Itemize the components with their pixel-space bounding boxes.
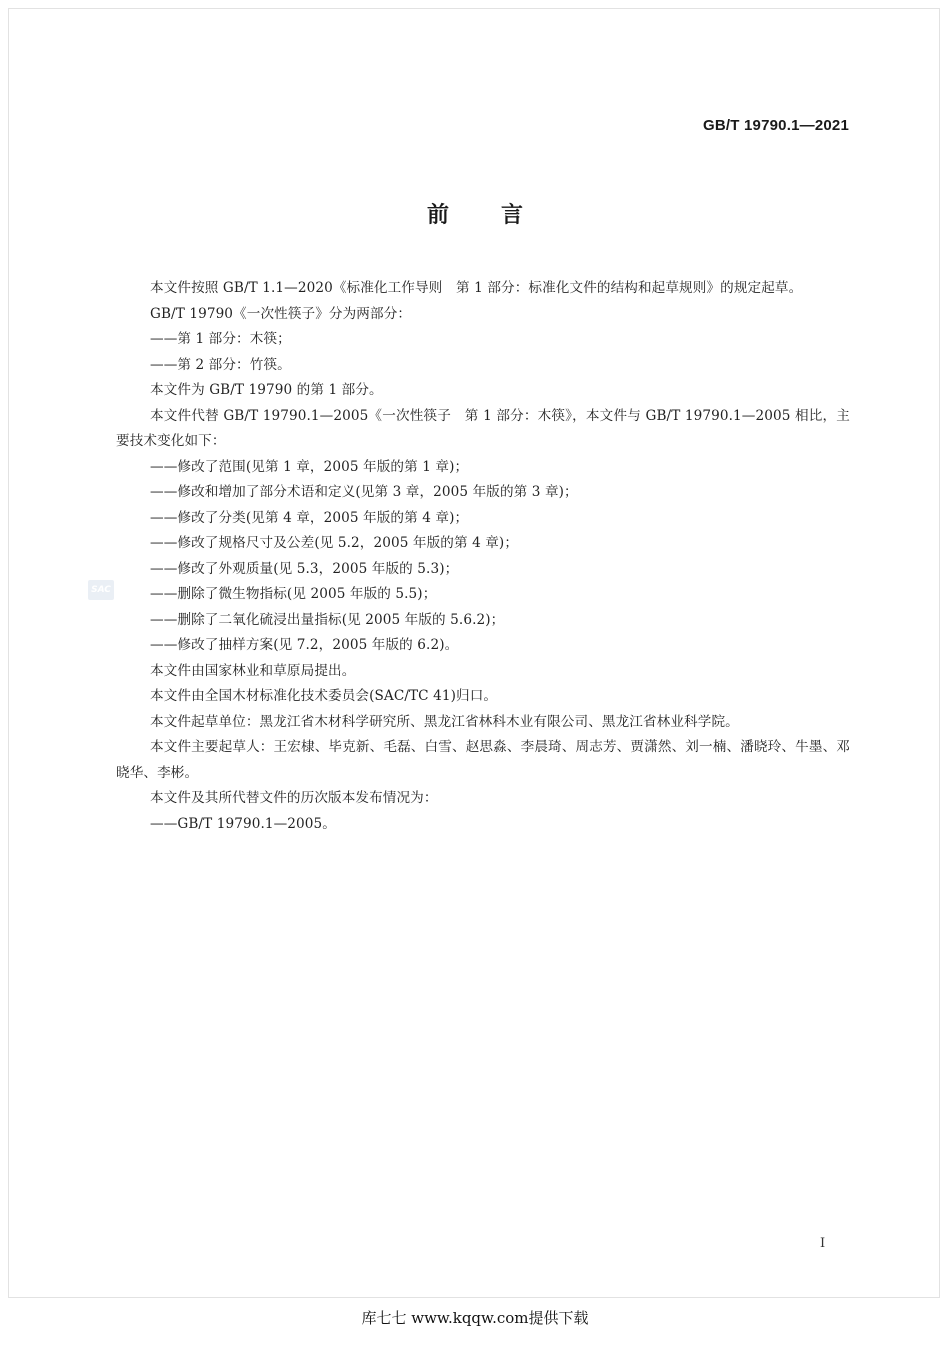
page-title: 前言 bbox=[426, 203, 575, 228]
paragraph: 本文件为 GB/T 19790 的第 1 部分。 bbox=[150, 382, 383, 398]
list-item: ——GB/T 19790.1—2005。 bbox=[150, 815, 336, 832]
list-item: ——修改了范围(见第 1 章，2005 年版的第 1 章)； bbox=[150, 458, 469, 475]
foreword-body bbox=[116, 276, 850, 837]
list-item: ——删除了二氧化硫浸出量指标(见 2005 年版的 5.6.2)； bbox=[150, 611, 505, 628]
list-item: ——修改了规格尺寸及公差(见 5.2，2005 年版的第 4 章)； bbox=[150, 535, 519, 551]
page-number: I bbox=[820, 1236, 826, 1251]
paragraph: 本文件由全国木材标准化技术委员会(SAC/TC 41)归口。 bbox=[150, 688, 498, 704]
paragraph: 本文件按照 GB/T 1.1—2020《标准化工作导则 第 1 部分：标准化文件的结构和起草规则》的规定起草。 bbox=[150, 280, 803, 296]
list-item: ——修改和增加了部分术语和定义(见第 3 章，2005 年版的第 3 章)； bbox=[150, 484, 578, 500]
paragraph: 本文件代替 GB/T 19790.1—2005《一次性筷子 第 1 部分：木筷》，本文件与 GB/T 19790.1—2005 相比，主要技术变化如下： bbox=[116, 407, 850, 449]
paragraph: 本文件起草单位：黑龙江省木材科学研究所、黑龙江省林科木业有限公司、黑龙江省林业科学院。 bbox=[150, 713, 739, 730]
footer-source-text: 库七七 www.kqqw.com提供下载 bbox=[361, 1309, 589, 1327]
list-item: ——第 1 部分：木筷； bbox=[150, 331, 291, 347]
paragraph: GB/T 19790《一次性筷子》分为两部分： bbox=[150, 305, 412, 322]
list-item: ——修改了分类(见第 4 章，2005 年版的第 4 章)； bbox=[150, 509, 469, 526]
list-item: ——第 2 部分：竹筷。 bbox=[150, 356, 291, 373]
sac-logo-icon: SAC bbox=[88, 580, 114, 600]
standard-number: GB/T 19790.1—2021 bbox=[703, 117, 849, 134]
paragraph: 本文件由国家林业和草原局提出。 bbox=[150, 662, 356, 679]
paragraph: 本文件主要起草人：王宏棣、毕克新、毛磊、白雪、赵思淼、李晨琦、周志芳、贾潇然、刘一楠、潘晓玲、牛墨、邓晓华、李彬。 bbox=[116, 739, 850, 781]
list-item: ——修改了抽样方案(见 7.2，2005 年版的 6.2)。 bbox=[150, 637, 459, 653]
list-item: ——删除了微生物指标(见 2005 年版的 5.5)； bbox=[150, 586, 437, 602]
list-item: ——修改了外观质量(见 5.3，2005 年版的 5.3)； bbox=[150, 560, 459, 577]
paragraph: 本文件及其所代替文件的历次版本发布情况为： bbox=[150, 790, 438, 806]
